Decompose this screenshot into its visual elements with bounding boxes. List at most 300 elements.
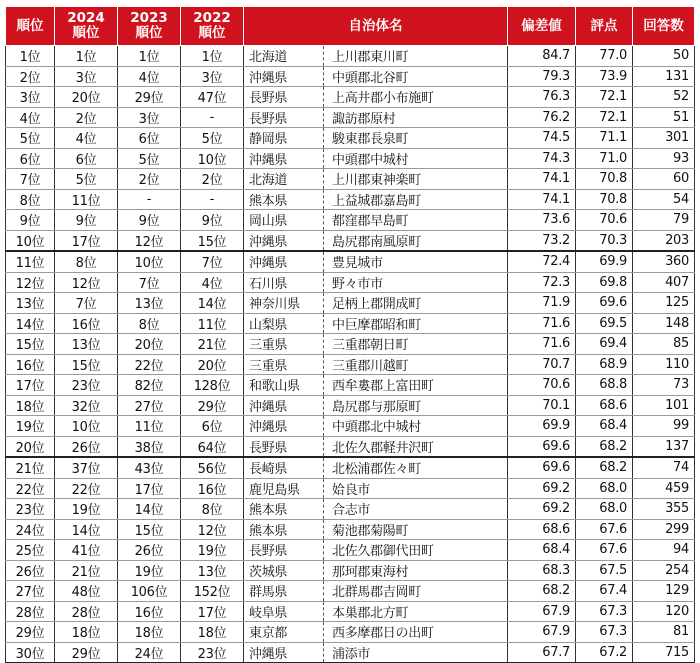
cell-municipality: 北佐久郡御代田町 (324, 540, 508, 561)
table-row (6, 581, 695, 602)
cell-2024-rank: 19位 (55, 499, 118, 520)
table-row (6, 230, 695, 251)
cell-2023-rank: 12位 (118, 230, 181, 251)
cell-score: 68.2 (576, 436, 633, 457)
cell-2022-rank: 12位 (181, 519, 244, 540)
cell-prefecture: 沖縄県 (244, 416, 324, 437)
cell-2022-rank: 152位 (181, 581, 244, 602)
cell-2024-rank: 13位 (55, 334, 118, 355)
cell-municipality: 合志市 (324, 499, 508, 520)
cell-prefecture: 熊本県 (244, 499, 324, 520)
cell-rank: 10位 (6, 230, 55, 251)
cell-responses: 120 (633, 601, 695, 622)
cell-2022-rank: 18位 (181, 622, 244, 643)
cell-prefecture: 東京都 (244, 622, 324, 643)
cell-rank: 18位 (6, 395, 55, 416)
cell-score: 73.9 (576, 66, 633, 87)
cell-deviation: 71.9 (508, 293, 576, 314)
cell-prefecture: 長崎県 (244, 457, 324, 478)
cell-2023-rank: 24位 (118, 642, 181, 663)
cell-score: 69.4 (576, 334, 633, 355)
cell-responses: 407 (633, 272, 695, 293)
cell-rank: 11位 (6, 251, 55, 272)
cell-responses: 73 (633, 375, 695, 396)
cell-prefecture: 長野県 (244, 87, 324, 108)
cell-prefecture: 沖縄県 (244, 230, 324, 251)
cell-rank: 7位 (6, 169, 55, 190)
cell-deviation: 74.1 (508, 169, 576, 190)
cell-responses: 60 (633, 169, 695, 190)
cell-responses: 94 (633, 540, 695, 561)
cell-2022-rank: 128位 (181, 375, 244, 396)
cell-prefecture: 鹿児島県 (244, 478, 324, 499)
ranking-table (5, 6, 695, 663)
table-row (6, 601, 695, 622)
cell-municipality: 本巣郡北方町 (324, 601, 508, 622)
table-row (6, 478, 695, 499)
cell-responses: 254 (633, 560, 695, 581)
cell-2022-rank: 9位 (181, 210, 244, 231)
cell-deviation: 70.6 (508, 375, 576, 396)
cell-2022-rank: 29位 (181, 395, 244, 416)
table-row (6, 436, 695, 457)
cell-2023-rank: 18位 (118, 622, 181, 643)
cell-municipality: 中頭郡北中城村 (324, 416, 508, 437)
cell-deviation: 67.9 (508, 622, 576, 643)
table-row (6, 416, 695, 437)
cell-2024-rank: 21位 (55, 560, 118, 581)
cell-rank: 25位 (6, 540, 55, 561)
cell-responses: 360 (633, 251, 695, 272)
cell-deviation: 74.5 (508, 128, 576, 149)
cell-rank: 27位 (6, 581, 55, 602)
cell-2024-rank: 14位 (55, 519, 118, 540)
cell-2022-rank: 21位 (181, 334, 244, 355)
cell-2022-rank: 4位 (181, 272, 244, 293)
cell-deviation: 72.3 (508, 272, 576, 293)
cell-2024-rank: 5位 (55, 169, 118, 190)
cell-deviation: 69.6 (508, 436, 576, 457)
cell-score: 68.2 (576, 457, 633, 478)
cell-score: 70.3 (576, 230, 633, 251)
cell-deviation: 67.7 (508, 642, 576, 663)
cell-rank: 15位 (6, 334, 55, 355)
cell-municipality: 中頭郡中城村 (324, 148, 508, 169)
cell-rank: 22位 (6, 478, 55, 499)
cell-2022-rank: 15位 (181, 230, 244, 251)
cell-rank: 17位 (6, 375, 55, 396)
cell-score: 70.8 (576, 189, 633, 210)
table-row (6, 251, 695, 272)
cell-2022-rank: 10位 (181, 148, 244, 169)
cell-responses: 203 (633, 230, 695, 251)
cell-2024-rank: 26位 (55, 436, 118, 457)
cell-2024-rank: 28位 (55, 601, 118, 622)
cell-responses: 131 (633, 66, 695, 87)
ranking-table-container (5, 6, 695, 663)
cell-2022-rank: - (181, 189, 244, 210)
cell-responses: 301 (633, 128, 695, 149)
cell-rank: 13位 (6, 293, 55, 314)
cell-deviation: 69.2 (508, 499, 576, 520)
cell-rank: 16位 (6, 354, 55, 375)
cell-deviation: 68.3 (508, 560, 576, 581)
cell-2023-rank: 22位 (118, 354, 181, 375)
cell-responses: 52 (633, 87, 695, 108)
cell-2023-rank: 2位 (118, 169, 181, 190)
table-row (6, 395, 695, 416)
cell-municipality: 野々市市 (324, 272, 508, 293)
cell-prefecture: 沖縄県 (244, 395, 324, 416)
cell-municipality: 那珂郡東海村 (324, 560, 508, 581)
cell-score: 69.6 (576, 293, 633, 314)
cell-2022-rank: 19位 (181, 540, 244, 561)
cell-score: 68.8 (576, 375, 633, 396)
cell-responses: 459 (633, 478, 695, 499)
header-2023-rank: 2023 順位 (118, 7, 181, 46)
cell-2022-rank: 13位 (181, 560, 244, 581)
cell-2024-rank: 11位 (55, 189, 118, 210)
header-responses: 回答数 (633, 7, 695, 46)
cell-2023-rank: 29位 (118, 87, 181, 108)
cell-deviation: 74.1 (508, 189, 576, 210)
cell-prefecture: 岡山県 (244, 210, 324, 231)
cell-2023-rank: 43位 (118, 457, 181, 478)
cell-score: 69.9 (576, 251, 633, 272)
cell-deviation: 70.7 (508, 354, 576, 375)
cell-responses: 51 (633, 107, 695, 128)
cell-prefecture: 岐阜県 (244, 601, 324, 622)
cell-prefecture: 三重県 (244, 334, 324, 355)
cell-rank: 3位 (6, 87, 55, 108)
cell-2022-rank: 7位 (181, 251, 244, 272)
cell-2023-rank: 10位 (118, 251, 181, 272)
cell-deviation: 69.9 (508, 416, 576, 437)
header-2022-rank: 2022 順位 (181, 7, 244, 46)
cell-responses: 101 (633, 395, 695, 416)
table-row (6, 642, 695, 663)
cell-prefecture: 長野県 (244, 436, 324, 457)
cell-deviation: 67.9 (508, 601, 576, 622)
cell-rank: 21位 (6, 457, 55, 478)
table-row (6, 66, 695, 87)
cell-2024-rank: 23位 (55, 375, 118, 396)
cell-municipality: 西多摩郡日の出町 (324, 622, 508, 643)
cell-rank: 20位 (6, 436, 55, 457)
cell-2023-rank: 9位 (118, 210, 181, 231)
cell-2023-rank: 13位 (118, 293, 181, 314)
table-header (6, 7, 695, 46)
cell-municipality: 豊見城市 (324, 251, 508, 272)
cell-score: 68.0 (576, 478, 633, 499)
cell-2023-rank: 5位 (118, 148, 181, 169)
cell-2023-rank: 16位 (118, 601, 181, 622)
cell-rank: 28位 (6, 601, 55, 622)
cell-responses: 299 (633, 519, 695, 540)
cell-prefecture: 沖縄県 (244, 66, 324, 87)
cell-2023-rank: - (118, 189, 181, 210)
cell-2022-rank: 5位 (181, 128, 244, 149)
cell-score: 67.3 (576, 601, 633, 622)
cell-2022-rank: 2位 (181, 169, 244, 190)
cell-2024-rank: 41位 (55, 540, 118, 561)
cell-2023-rank: 3位 (118, 107, 181, 128)
cell-prefecture: 山梨県 (244, 313, 324, 334)
cell-2022-rank: 20位 (181, 354, 244, 375)
cell-2024-rank: 4位 (55, 128, 118, 149)
header-deviation: 偏差値 (508, 7, 576, 46)
table-row (6, 622, 695, 643)
cell-responses: 129 (633, 581, 695, 602)
table-row (6, 272, 695, 293)
cell-municipality: 西牟婁郡上富田町 (324, 375, 508, 396)
cell-responses: 715 (633, 642, 695, 663)
cell-prefecture: 沖縄県 (244, 251, 324, 272)
cell-municipality: 島尻郡与那原町 (324, 395, 508, 416)
cell-municipality: 上高井郡小布施町 (324, 87, 508, 108)
cell-score: 70.6 (576, 210, 633, 231)
cell-prefecture: 沖縄県 (244, 642, 324, 663)
cell-2022-rank: 3位 (181, 66, 244, 87)
cell-score: 69.5 (576, 313, 633, 334)
cell-responses: 355 (633, 499, 695, 520)
cell-prefecture: 神奈川県 (244, 293, 324, 314)
cell-2024-rank: 17位 (55, 230, 118, 251)
cell-2024-rank: 2位 (55, 107, 118, 128)
cell-score: 77.0 (576, 46, 633, 67)
cell-deviation: 73.6 (508, 210, 576, 231)
table-row (6, 210, 695, 231)
cell-score: 72.1 (576, 107, 633, 128)
cell-responses: 50 (633, 46, 695, 67)
cell-2022-rank: 1位 (181, 46, 244, 67)
table-row (6, 189, 695, 210)
cell-municipality: 上川郡東神楽町 (324, 169, 508, 190)
cell-score: 70.8 (576, 169, 633, 190)
cell-2022-rank: - (181, 107, 244, 128)
cell-2024-rank: 1位 (55, 46, 118, 67)
cell-prefecture: 茨城県 (244, 560, 324, 581)
cell-responses: 99 (633, 416, 695, 437)
cell-prefecture: 北海道 (244, 46, 324, 67)
cell-score: 72.1 (576, 87, 633, 108)
cell-score: 68.6 (576, 395, 633, 416)
table-row (6, 169, 695, 190)
cell-responses: 125 (633, 293, 695, 314)
cell-prefecture: 長野県 (244, 107, 324, 128)
cell-deviation: 69.6 (508, 457, 576, 478)
cell-municipality: 上益城郡嘉島町 (324, 189, 508, 210)
cell-2022-rank: 11位 (181, 313, 244, 334)
cell-rank: 5位 (6, 128, 55, 149)
cell-deviation: 74.3 (508, 148, 576, 169)
cell-2023-rank: 19位 (118, 560, 181, 581)
table-row (6, 354, 695, 375)
cell-rank: 19位 (6, 416, 55, 437)
cell-score: 67.2 (576, 642, 633, 663)
cell-responses: 74 (633, 457, 695, 478)
cell-2024-rank: 10位 (55, 416, 118, 437)
cell-rank: 9位 (6, 210, 55, 231)
cell-score: 71.1 (576, 128, 633, 149)
cell-score: 69.8 (576, 272, 633, 293)
cell-2023-rank: 11位 (118, 416, 181, 437)
table-row (6, 128, 695, 149)
cell-deviation: 84.7 (508, 46, 576, 67)
cell-municipality: 中巨摩郡昭和町 (324, 313, 508, 334)
cell-deviation: 70.1 (508, 395, 576, 416)
header-rank: 順位 (6, 7, 55, 46)
cell-2023-rank: 8位 (118, 313, 181, 334)
cell-municipality: 浦添市 (324, 642, 508, 663)
cell-2022-rank: 56位 (181, 457, 244, 478)
cell-deviation: 72.4 (508, 251, 576, 272)
cell-municipality: 足柄上郡開成町 (324, 293, 508, 314)
cell-2024-rank: 29位 (55, 642, 118, 663)
cell-rank: 24位 (6, 519, 55, 540)
cell-prefecture: 静岡県 (244, 128, 324, 149)
cell-2022-rank: 17位 (181, 601, 244, 622)
cell-responses: 85 (633, 334, 695, 355)
cell-municipality: 北群馬郡吉岡町 (324, 581, 508, 602)
cell-rank: 29位 (6, 622, 55, 643)
cell-2023-rank: 82位 (118, 375, 181, 396)
cell-2023-rank: 26位 (118, 540, 181, 561)
cell-deviation: 68.6 (508, 519, 576, 540)
cell-municipality: 都窪郡早島町 (324, 210, 508, 231)
cell-rank: 14位 (6, 313, 55, 334)
cell-municipality: 北佐久郡軽井沢町 (324, 436, 508, 457)
cell-2023-rank: 27位 (118, 395, 181, 416)
cell-2022-rank: 47位 (181, 87, 244, 108)
cell-rank: 26位 (6, 560, 55, 581)
cell-2022-rank: 14位 (181, 293, 244, 314)
cell-prefecture: 石川県 (244, 272, 324, 293)
cell-rank: 4位 (6, 107, 55, 128)
table-row (6, 313, 695, 334)
cell-2023-rank: 17位 (118, 478, 181, 499)
cell-municipality: 中頭郡北谷町 (324, 66, 508, 87)
cell-2022-rank: 6位 (181, 416, 244, 437)
cell-2024-rank: 22位 (55, 478, 118, 499)
cell-score: 67.4 (576, 581, 633, 602)
cell-2023-rank: 1位 (118, 46, 181, 67)
cell-municipality: 北松浦郡佐々町 (324, 457, 508, 478)
table-body (6, 46, 695, 663)
cell-2024-rank: 7位 (55, 293, 118, 314)
cell-municipality: 諏訪郡原村 (324, 107, 508, 128)
cell-2024-rank: 8位 (55, 251, 118, 272)
cell-score: 68.4 (576, 416, 633, 437)
cell-rank: 6位 (6, 148, 55, 169)
cell-responses: 79 (633, 210, 695, 231)
cell-prefecture: 長野県 (244, 540, 324, 561)
table-row (6, 87, 695, 108)
cell-2023-rank: 38位 (118, 436, 181, 457)
cell-score: 71.0 (576, 148, 633, 169)
header-2024-rank: 2024 順位 (55, 7, 118, 46)
cell-responses: 148 (633, 313, 695, 334)
cell-deviation: 68.2 (508, 581, 576, 602)
cell-responses: 54 (633, 189, 695, 210)
cell-2024-rank: 48位 (55, 581, 118, 602)
cell-2022-rank: 64位 (181, 436, 244, 457)
table-row (6, 457, 695, 478)
cell-municipality: 三重郡川越町 (324, 354, 508, 375)
header-municipality: 自治体名 (244, 7, 508, 46)
cell-2024-rank: 12位 (55, 272, 118, 293)
table-row (6, 107, 695, 128)
table-row (6, 560, 695, 581)
table-row (6, 519, 695, 540)
cell-deviation: 76.3 (508, 87, 576, 108)
cell-2023-rank: 20位 (118, 334, 181, 355)
cell-deviation: 76.2 (508, 107, 576, 128)
cell-rank: 2位 (6, 66, 55, 87)
cell-deviation: 68.4 (508, 540, 576, 561)
cell-score: 67.6 (576, 540, 633, 561)
cell-municipality: 駿東郡長泉町 (324, 128, 508, 149)
cell-municipality: 三重郡朝日町 (324, 334, 508, 355)
table-row (6, 540, 695, 561)
cell-prefecture: 北海道 (244, 169, 324, 190)
cell-2024-rank: 32位 (55, 395, 118, 416)
cell-2022-rank: 8位 (181, 499, 244, 520)
cell-score: 68.9 (576, 354, 633, 375)
cell-deviation: 79.3 (508, 66, 576, 87)
header-score: 評点 (576, 7, 633, 46)
cell-rank: 1位 (6, 46, 55, 67)
cell-score: 67.6 (576, 519, 633, 540)
cell-prefecture: 和歌山県 (244, 375, 324, 396)
cell-deviation: 69.2 (508, 478, 576, 499)
cell-responses: 93 (633, 148, 695, 169)
cell-score: 67.5 (576, 560, 633, 581)
cell-municipality: 菊池郡菊陽町 (324, 519, 508, 540)
table-row (6, 293, 695, 314)
cell-2024-rank: 20位 (55, 87, 118, 108)
cell-deviation: 71.6 (508, 334, 576, 355)
cell-responses: 81 (633, 622, 695, 643)
cell-prefecture: 熊本県 (244, 189, 324, 210)
cell-2024-rank: 37位 (55, 457, 118, 478)
table-row (6, 499, 695, 520)
cell-municipality: 姶良市 (324, 478, 508, 499)
cell-prefecture: 熊本県 (244, 519, 324, 540)
cell-2024-rank: 6位 (55, 148, 118, 169)
cell-responses: 137 (633, 436, 695, 457)
cell-rank: 23位 (6, 499, 55, 520)
cell-2024-rank: 15位 (55, 354, 118, 375)
cell-responses: 110 (633, 354, 695, 375)
table-row (6, 148, 695, 169)
cell-rank: 30位 (6, 642, 55, 663)
cell-2024-rank: 16位 (55, 313, 118, 334)
cell-2024-rank: 18位 (55, 622, 118, 643)
cell-score: 67.3 (576, 622, 633, 643)
table-row (6, 375, 695, 396)
cell-2023-rank: 15位 (118, 519, 181, 540)
cell-prefecture: 群馬県 (244, 581, 324, 602)
cell-2023-rank: 4位 (118, 66, 181, 87)
cell-2024-rank: 3位 (55, 66, 118, 87)
cell-2023-rank: 106位 (118, 581, 181, 602)
cell-rank: 8位 (6, 189, 55, 210)
cell-2024-rank: 9位 (55, 210, 118, 231)
table-row (6, 46, 695, 67)
cell-municipality: 上川郡東川町 (324, 46, 508, 67)
cell-2022-rank: 16位 (181, 478, 244, 499)
